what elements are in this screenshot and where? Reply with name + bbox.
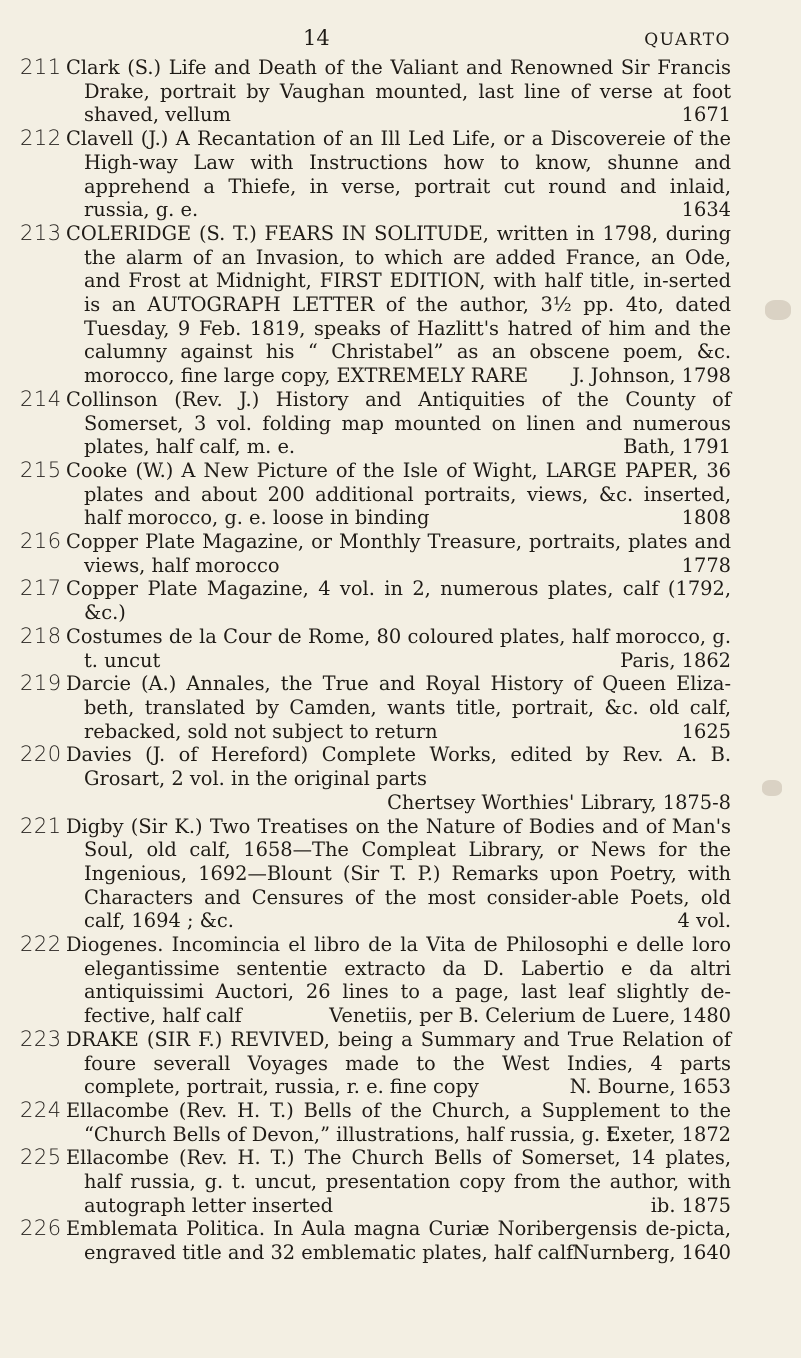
lot-entry bbox=[20, 1028, 731, 1099]
lot-text: Diogenes. Incomincia el libro de la Vita de Philosophi e delle loro elegantissime sententie extracto da D. Labertio e da altri antiquissimi Auctori, 26 lines to a page, last leaf slightly de-fective, half calf bbox=[66, 933, 731, 1028]
lot-text: Costumes de la Cour de Rome, 80 coloured plates, half morocco, g. t. uncut bbox=[66, 624, 731, 672]
lot-entry bbox=[20, 625, 731, 672]
lot-text: Copper Plate Magazine, or Monthly Treasure, portraits, plates and views, half morocco bbox=[66, 530, 731, 577]
lot-number: 218 bbox=[20, 623, 62, 648]
lot-imprint: Exeter, 1872 bbox=[606, 1122, 731, 1146]
lot-description bbox=[66, 388, 731, 459]
lot-imprint: 1778 bbox=[681, 553, 731, 577]
lot-text: Digby (Sir K.) Two Treatises on the Nature of Bodies and of Man's Soul, old calf, 1658—The Compleat Library, or News for the Ingenious, 1692—Blount (Sir T. P.) Remarks upon Poetry, with Characters and Censures of the most consider-able Poets, old calf, 1694 ; &c. bbox=[66, 814, 731, 933]
lot-description bbox=[66, 1028, 731, 1099]
page-number: 14 bbox=[303, 26, 330, 50]
lot-description bbox=[66, 743, 731, 814]
lot-text: Ellacombe (Rev. H. T.) The Church Bells of Somerset, 14 plates, half russia, g. t. uncut, presentation copy from the author, with autograph letter inserted bbox=[66, 1146, 731, 1217]
section-title: QUARTO bbox=[644, 30, 731, 50]
lot-entry bbox=[20, 459, 731, 530]
lot-entry bbox=[20, 933, 731, 1028]
lot-number: 225 bbox=[20, 1145, 62, 1170]
lot-number: 213 bbox=[20, 220, 62, 245]
lot-imprint: 1671 bbox=[681, 103, 731, 127]
lot-imprint: Nurnberg, 1640 bbox=[572, 1241, 731, 1265]
lot-text: Copper Plate Magazine, 4 vol. in 2, numerous plates, calf (1792, &c.) bbox=[66, 577, 731, 625]
lot-entry bbox=[20, 743, 731, 814]
lot-description bbox=[66, 459, 731, 530]
lot-description bbox=[66, 625, 731, 672]
lot-number: 220 bbox=[20, 742, 62, 767]
lot-description bbox=[66, 1217, 731, 1264]
lot-description bbox=[66, 933, 731, 1028]
lot-entry bbox=[20, 577, 731, 624]
lot-text: Ellacombe (Rev. H. T.) Bells of the Church, a Supplement to the “Church Bells of Devon,” illustrations, half russia, g. t. bbox=[66, 1098, 731, 1146]
lot-entry bbox=[20, 56, 731, 127]
lot-description bbox=[66, 127, 731, 222]
lot-description bbox=[66, 1099, 731, 1146]
lot-number: 226 bbox=[20, 1216, 62, 1241]
lot-number: 211 bbox=[20, 55, 62, 79]
lot-description bbox=[66, 56, 731, 127]
lot-imprint: Bath, 1791 bbox=[623, 435, 731, 459]
lot-number: 214 bbox=[20, 386, 62, 411]
lot-number: 212 bbox=[20, 126, 62, 151]
lot-imprint: 1625 bbox=[681, 719, 731, 743]
lot-number: 219 bbox=[20, 671, 62, 696]
lot-description bbox=[66, 222, 731, 388]
lot-number: 217 bbox=[20, 576, 62, 601]
lot-description bbox=[66, 672, 731, 743]
lot-number: 223 bbox=[20, 1026, 62, 1051]
lot-entry bbox=[20, 815, 731, 934]
lot-entry bbox=[20, 1217, 731, 1264]
lot-description bbox=[66, 530, 731, 577]
lot-description bbox=[66, 577, 731, 624]
lot-imprint: Paris, 1862 bbox=[620, 648, 731, 672]
lot-entry bbox=[20, 672, 731, 743]
lot-imprint: ib. 1875 bbox=[650, 1193, 731, 1217]
margin-stain bbox=[765, 300, 791, 320]
lot-imprint: 1808 bbox=[681, 506, 731, 530]
lot-imprint: Venetiis, per B. Celerium de Luere, 1480 bbox=[329, 1004, 731, 1028]
lot-imprint: Chertsey Worthies' Library, 1875-8 bbox=[387, 790, 731, 814]
page-header bbox=[20, 20, 731, 56]
lot-number: 222 bbox=[20, 932, 62, 957]
lot-text: DRAKE (SIR F.) REVIVED, being a Summary and True Relation of foure severall Voyages made to the West Indies, 4 parts complete, portrait, russia, r. e. fine copy bbox=[66, 1027, 731, 1099]
lot-number: 216 bbox=[20, 529, 62, 554]
lot-text: Clark (S.) Life and Death of the Valiant and Renowned Sir Francis Drake, portrait by Vaughan mounted, last line of verse at foot shaved, vellum bbox=[66, 56, 731, 127]
margin-stain bbox=[762, 780, 782, 796]
lot-number: 224 bbox=[20, 1097, 62, 1122]
lot-imprint: 1634 bbox=[681, 198, 731, 222]
lot-imprint: J. Johnson, 1798 bbox=[572, 364, 731, 388]
lot-text: Davies (J. of Hereford) Complete Works, edited by Rev. A. B. Grosart, 2 vol. in the original parts bbox=[66, 743, 731, 791]
lot-description bbox=[66, 815, 731, 934]
lot-entry bbox=[20, 1099, 731, 1146]
lot-text: Cooke (W.) A New Picture of the Isle of Wight, LARGE PAPER, 36 plates and about 200 additional portraits, views, &c. inserted, half morocco, g. e. loose in binding bbox=[66, 458, 731, 530]
lot-text: COLERIDGE (S. T.) FEARS IN SOLITUDE, written in 1798, during the alarm of an Invasion, to which are added France, an Ode, and Frost at Midnight, FIRST EDITION, with half title, in-serted is an AUTOGRAPH LETTER of the author, 3½ pp. 4to, dated Tuesday, 9 Feb. 1819, speaks of Hazlitt's hatred of him and the calumny against his “ Christabel” as an obscene poem, &c. morocco, fine large copy, EXTREMELY RARE bbox=[66, 221, 731, 388]
lot-entry bbox=[20, 530, 731, 577]
lot-list bbox=[20, 56, 731, 1265]
lot-text: Collinson (Rev. J.) History and Antiquities of the County of Somerset, 3 vol. folding map mounted on linen and numerous plates, half calf, m. e. bbox=[66, 387, 731, 459]
lot-entry bbox=[20, 127, 731, 222]
lot-text: Clavell (J.) A Recantation of an Ill Led Life, or a Discovereie of the High-way Law with Instructions how to know, shunne and apprehend a Thiefe, in verse, portrait cut round and inlaid, russia, g. e. bbox=[66, 127, 731, 222]
lot-text: Emblemata Politica. In Aula magna Curiæ Noribergensis de-picta, engraved title and 32 emblematic plates, half calf bbox=[66, 1217, 731, 1265]
lot-number: 215 bbox=[20, 457, 62, 482]
lot-text: Darcie (A.) Annales, the True and Royal History of Queen Eliza-beth, translated by Camden, wants title, portrait, &c. old calf, rebacked, sold not subject to return bbox=[66, 672, 731, 743]
lot-entry bbox=[20, 222, 731, 388]
lot-description bbox=[66, 1146, 731, 1217]
lot-number: 221 bbox=[20, 813, 62, 838]
lot-imprint: N. Bourne, 1653 bbox=[569, 1075, 731, 1099]
lot-imprint: 4 vol. bbox=[677, 909, 731, 933]
lot-entry bbox=[20, 1146, 731, 1217]
lot-entry bbox=[20, 388, 731, 459]
